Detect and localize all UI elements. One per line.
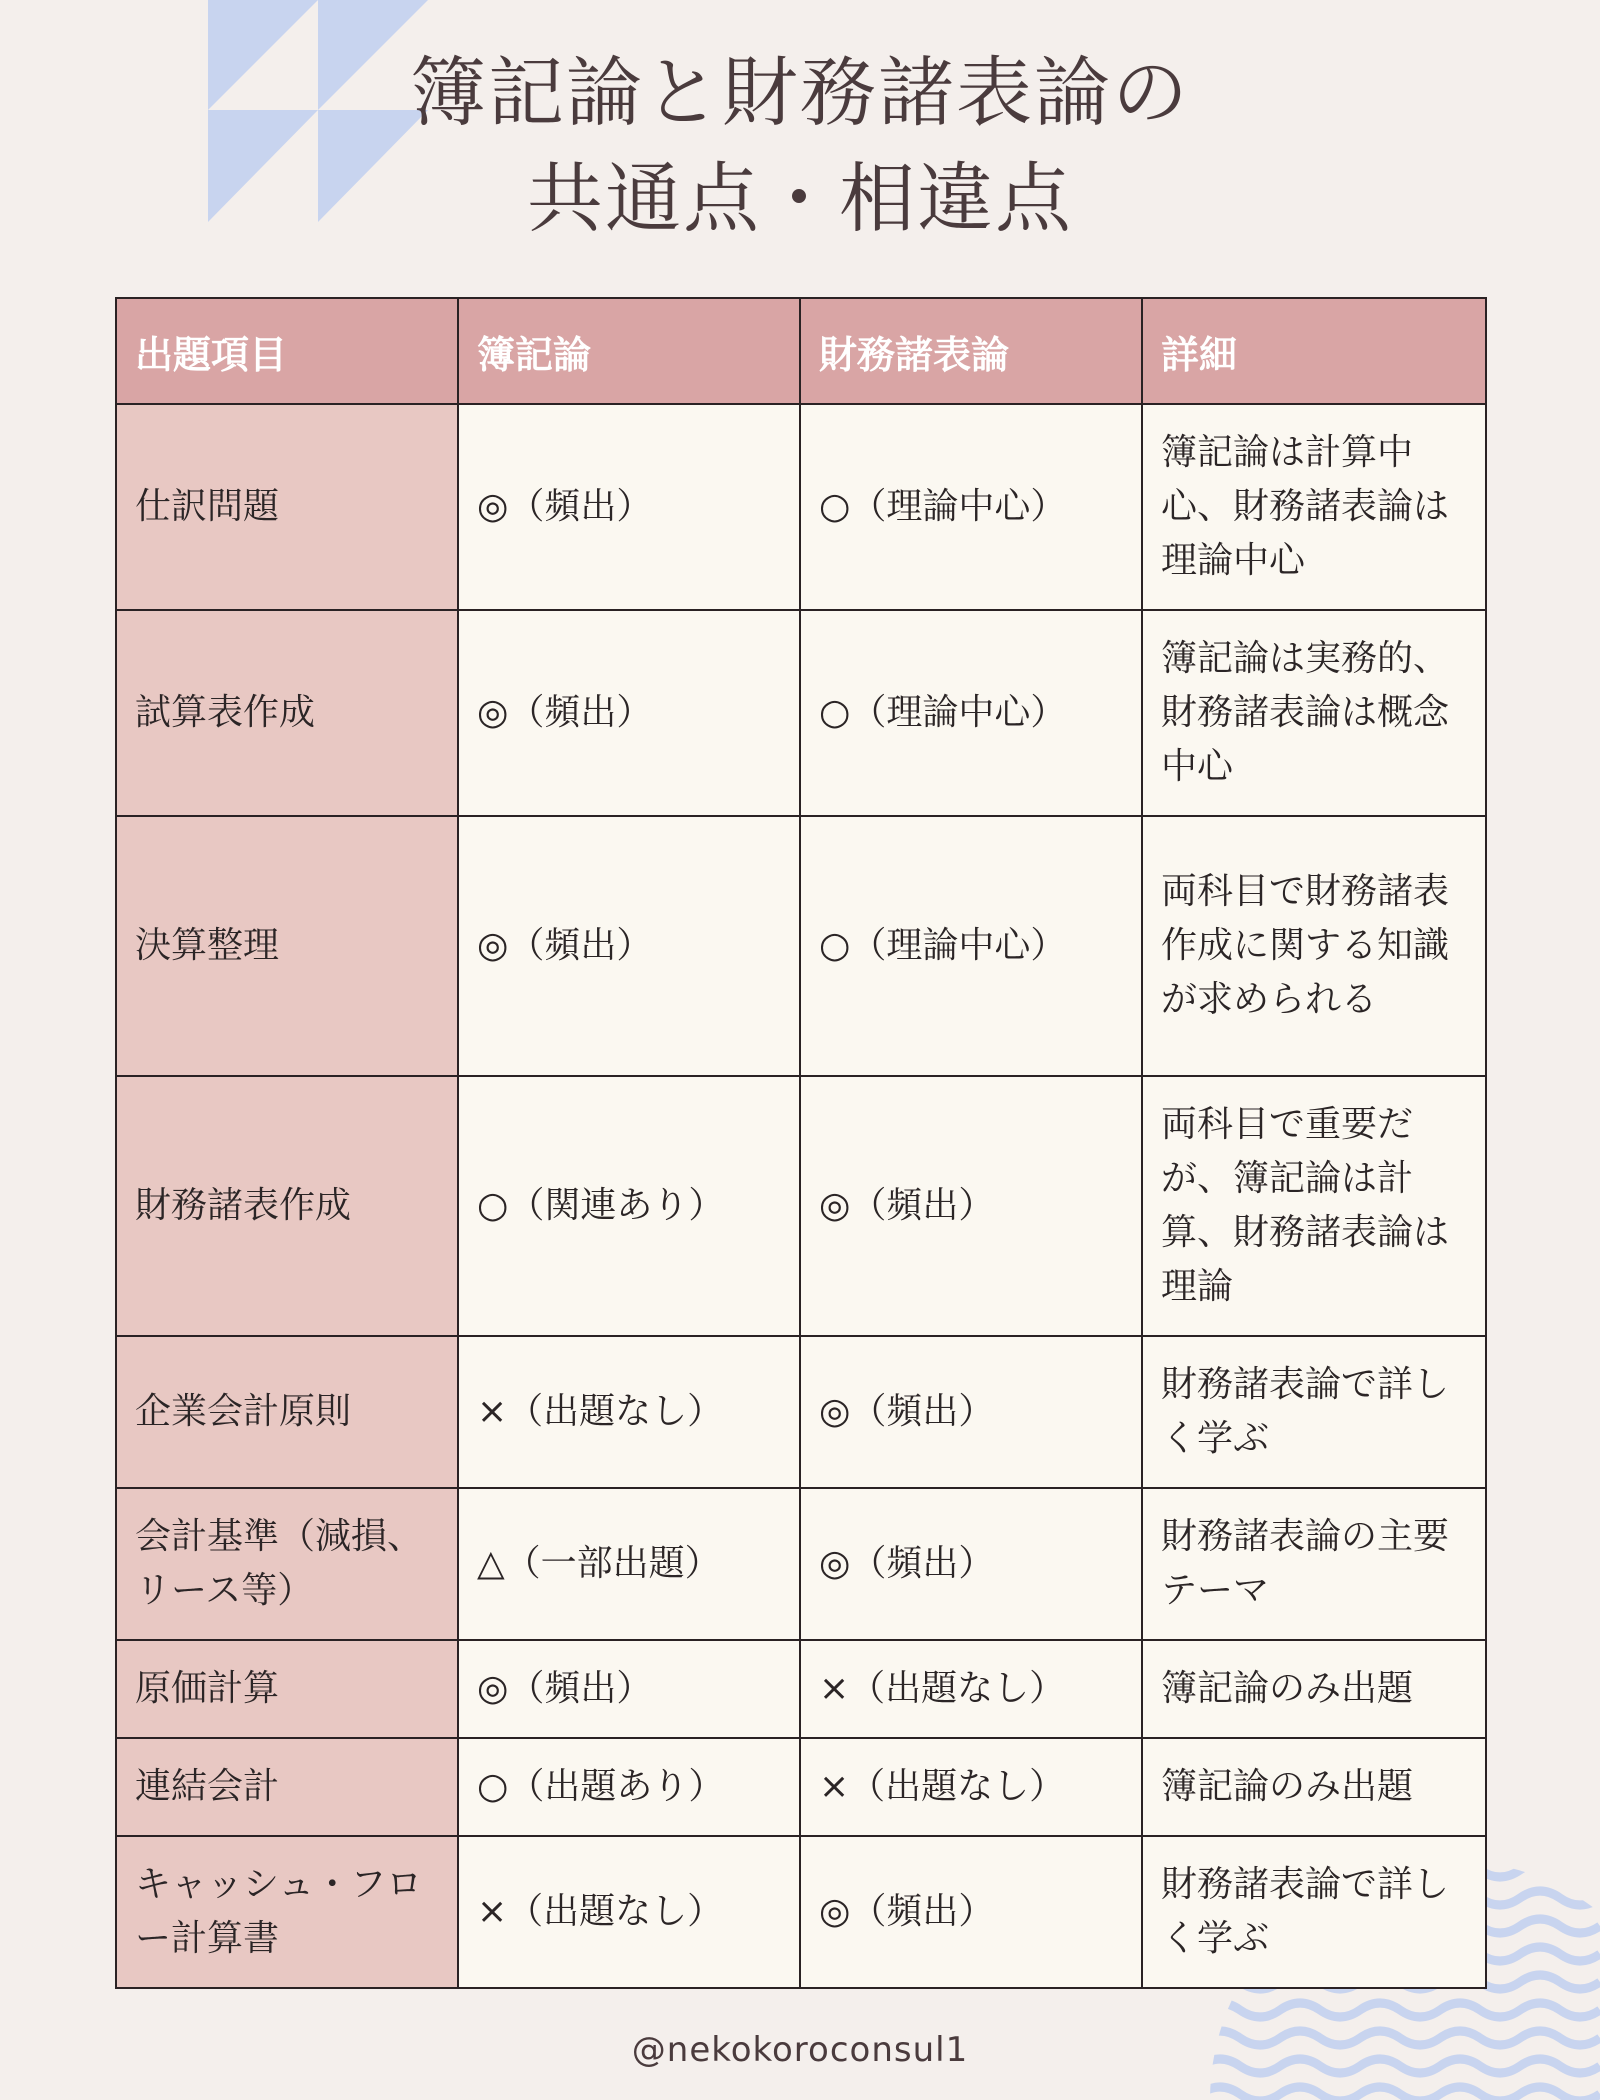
detail-cell: 財務諸表論で詳しく学ぶ: [1142, 1336, 1486, 1488]
table-row: [116, 1836, 1486, 1988]
detail-cell: 簿記論は計算中心、財務諸表論は理論中心: [1142, 404, 1486, 610]
detail-cell: 財務諸表論の主要テーマ: [1142, 1488, 1486, 1640]
item-cell: 試算表作成: [116, 610, 458, 816]
table-row: [116, 816, 1486, 1076]
zaimu-cell: ○（理論中心）: [800, 404, 1142, 610]
boki-cell: ×（出題なし）: [458, 1336, 800, 1488]
detail-cell: 財務諸表論で詳しく学ぶ: [1142, 1836, 1486, 1988]
table-row: [116, 1076, 1486, 1336]
page-title: [0, 40, 1600, 252]
boki-cell: ○（関連あり）: [458, 1076, 800, 1336]
header-item: 出題項目: [116, 298, 458, 404]
item-cell: 原価計算: [116, 1640, 458, 1738]
boki-cell: ○（出題あり）: [458, 1738, 800, 1836]
item-cell: 会計基準（減損、リース等）: [116, 1488, 458, 1640]
detail-cell: 両科目で重要だが、簿記論は計算、財務諸表論は理論: [1142, 1076, 1486, 1336]
zaimu-cell: ◎（頻出）: [800, 1488, 1142, 1640]
boki-cell: ◎（頻出）: [458, 816, 800, 1076]
zaimu-cell: ◎（頻出）: [800, 1836, 1142, 1988]
item-cell: 企業会計原則: [116, 1336, 458, 1488]
footer-handle: @nekokoroconsul1: [631, 2030, 969, 2070]
detail-cell: 両科目で財務諸表作成に関する知識が求められる: [1142, 816, 1486, 1076]
table-row: [116, 404, 1486, 610]
boki-cell: ◎（頻出）: [458, 404, 800, 610]
header-boki: 簿記論: [458, 298, 800, 404]
zaimu-cell: ○（理論中心）: [800, 610, 1142, 816]
item-cell: 仕訳問題: [116, 404, 458, 610]
zaimu-cell: ×（出題なし）: [800, 1738, 1142, 1836]
title-line-2: 共通点・相違点: [527, 154, 1073, 243]
boki-cell: ◎（頻出）: [458, 1640, 800, 1738]
item-cell: 財務諸表作成: [116, 1076, 458, 1336]
header-row: [116, 298, 1486, 404]
title-line-1: 簿記論と財務諸表論の: [410, 48, 1190, 137]
item-cell: キャッシュ・フロー計算書: [116, 1836, 458, 1988]
zaimu-cell: ○（理論中心）: [800, 816, 1142, 1076]
table-row: [116, 1488, 1486, 1640]
table-row: [116, 610, 1486, 816]
boki-cell: ×（出題なし）: [458, 1836, 800, 1988]
comparison-table: [115, 297, 1487, 1989]
zaimu-cell: ◎（頻出）: [800, 1336, 1142, 1488]
boki-cell: △（一部出題）: [458, 1488, 800, 1640]
zaimu-cell: ×（出題なし）: [800, 1640, 1142, 1738]
detail-cell: 簿記論のみ出題: [1142, 1640, 1486, 1738]
item-cell: 連結会計: [116, 1738, 458, 1836]
table-row: [116, 1336, 1486, 1488]
detail-cell: 簿記論のみ出題: [1142, 1738, 1486, 1836]
header-detail: 詳細: [1142, 298, 1486, 404]
table-row: [116, 1640, 1486, 1738]
boki-cell: ◎（頻出）: [458, 610, 800, 816]
table-row: [116, 1738, 1486, 1836]
item-cell: 決算整理: [116, 816, 458, 1076]
zaimu-cell: ◎（頻出）: [800, 1076, 1142, 1336]
header-zaimu: 財務諸表論: [800, 298, 1142, 404]
detail-cell: 簿記論は実務的、財務諸表論は概念中心: [1142, 610, 1486, 816]
